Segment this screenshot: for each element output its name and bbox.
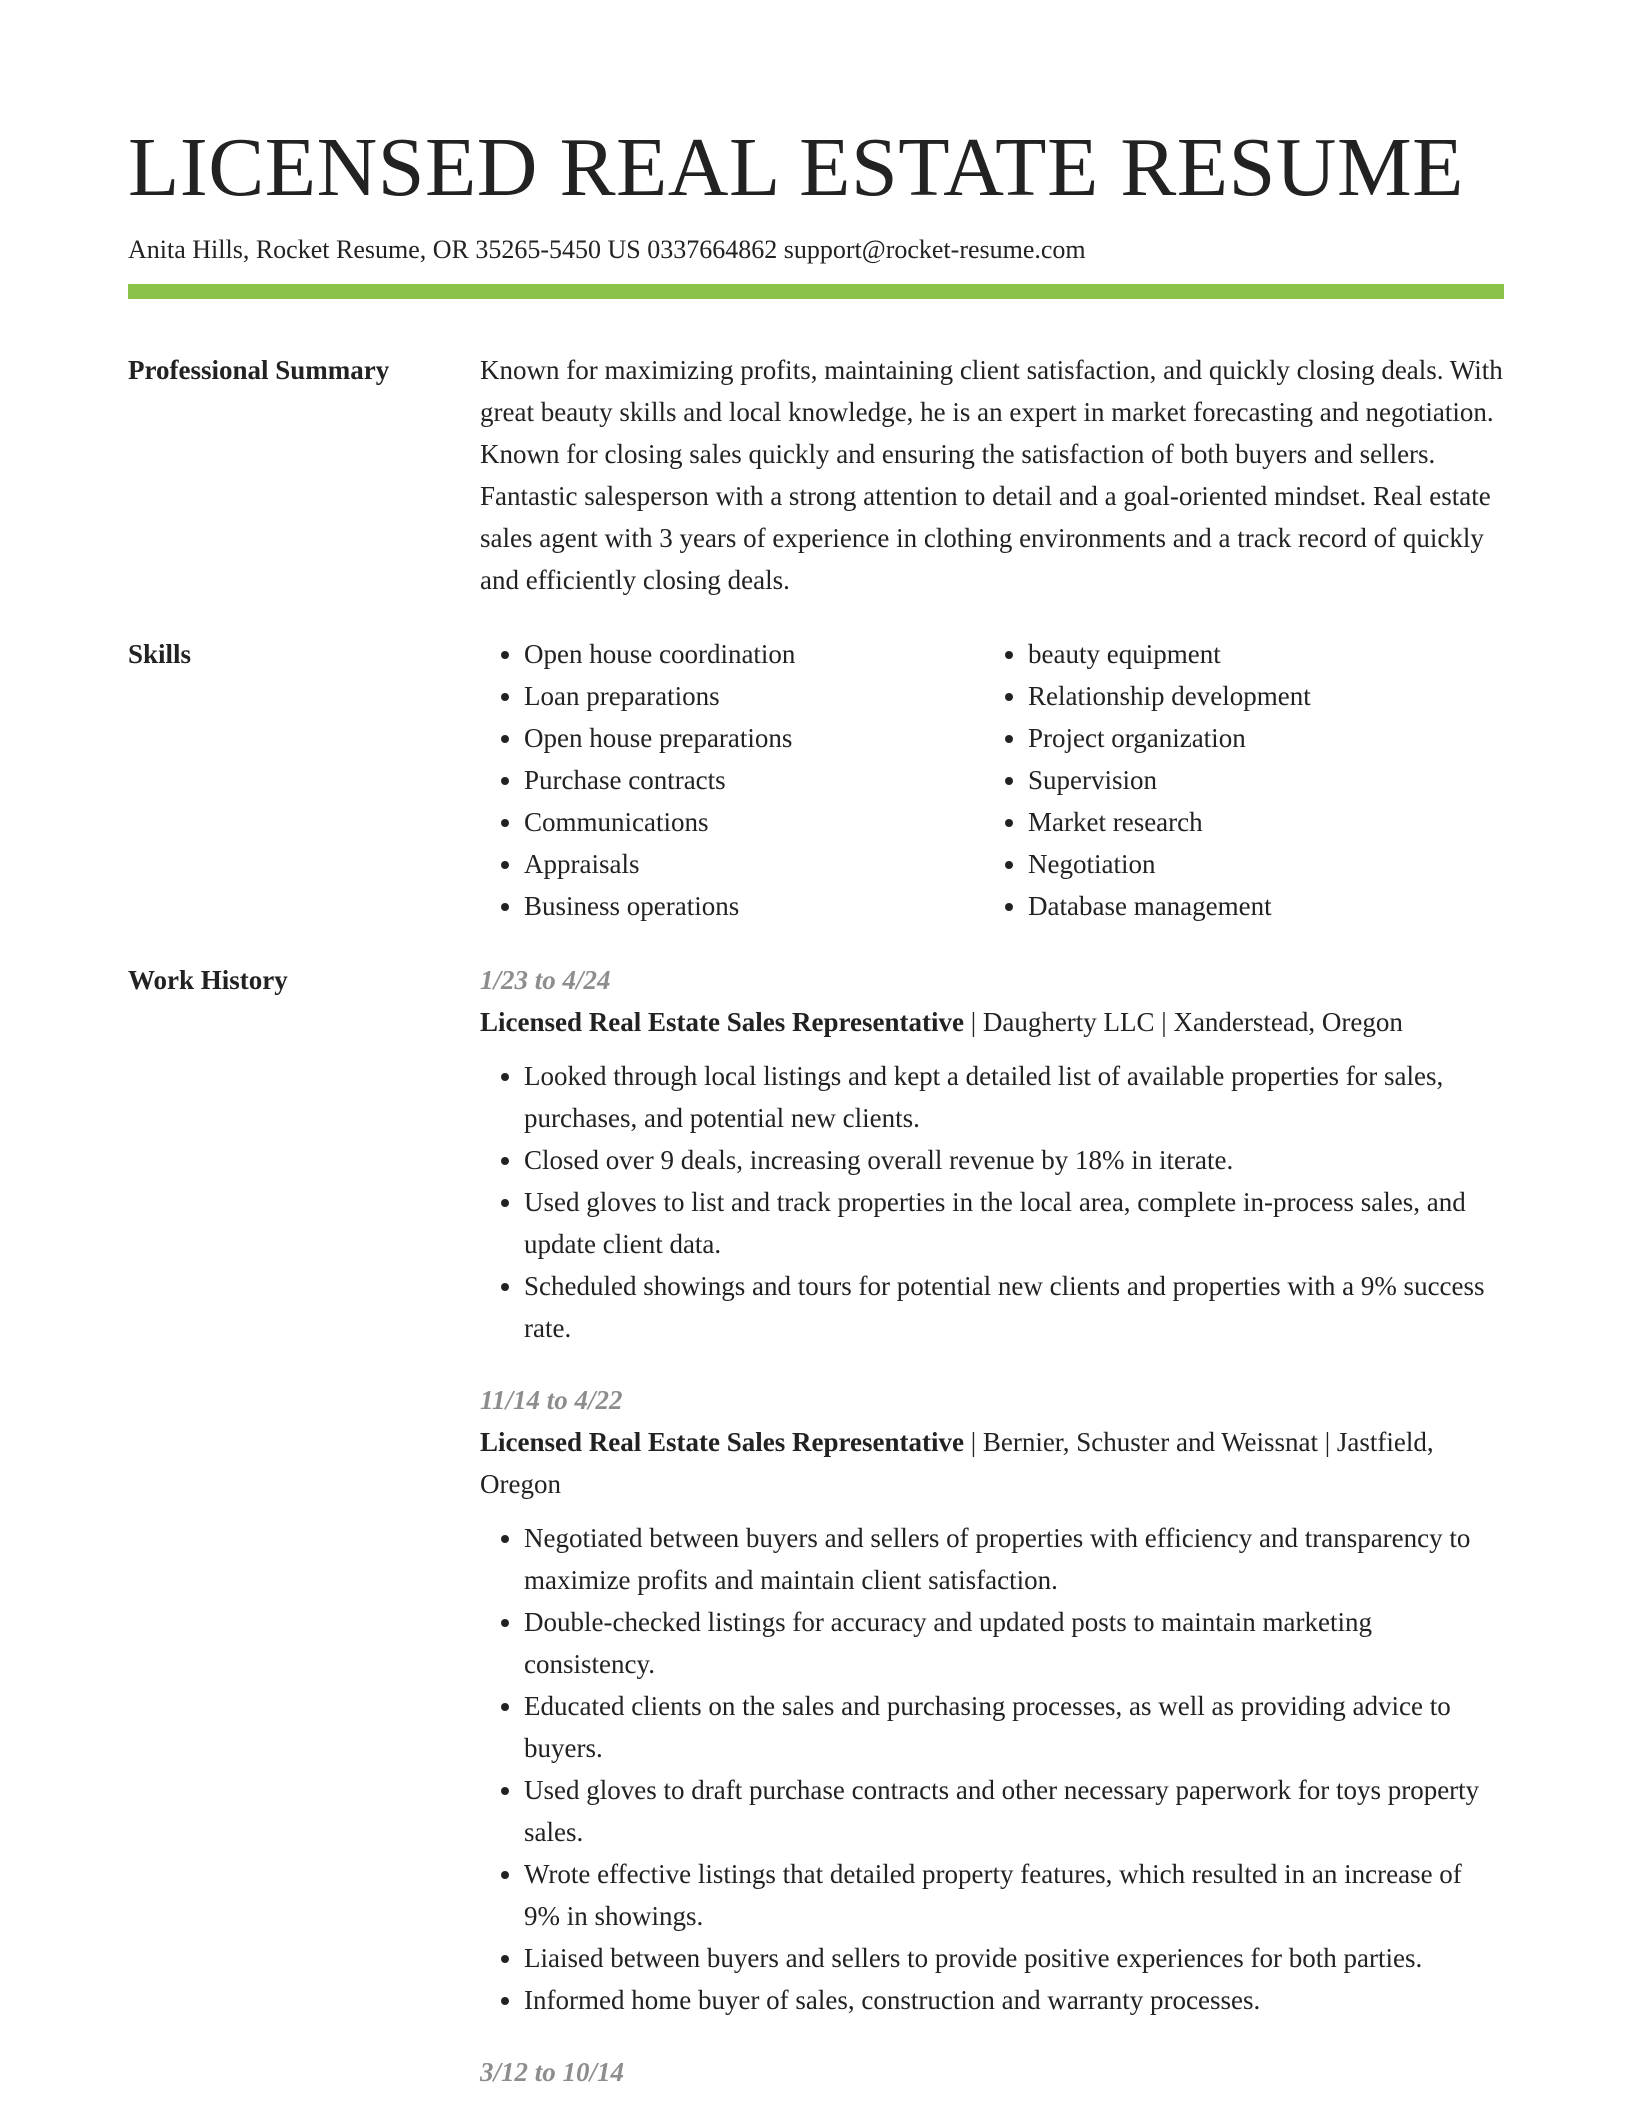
job-bullet-list <box>480 1055 1504 1349</box>
skill-item: • Market research <box>1028 801 1488 843</box>
section-label-work: Work History <box>128 965 288 995</box>
skill-item: • Appraisals <box>524 843 984 885</box>
accent-divider <box>128 284 1504 299</box>
summary-text: Known for maximizing profits, maintaining client satisfaction, and quickly closing deals. With great beauty skills and local knowledge, he is an expert in market forecasting and negotiation. Known for closing sales quickly and ensuring the satisfaction of both buyers and sellers. Fantastic salesperson with a strong attention to detail and a goal-oriented mindset. Real estate sales agent with 3 years of experience in clothing environments and a track record of quickly and efficiently closing deals. <box>480 355 1503 595</box>
skill-item: • Loan preparations <box>524 675 984 717</box>
job-entry <box>480 2051 1504 2093</box>
skill-item: • Negotiation <box>1028 843 1488 885</box>
skill-item: • Relationship development <box>1028 675 1488 717</box>
job-bullet: • Closed over 9 deals, increasing overall revenue by 18% in iterate. <box>524 1139 1504 1181</box>
job-dates: 3/12 to 10/14 <box>480 2057 625 2087</box>
resume-page <box>128 0 1504 2123</box>
skill-item: • Project organization <box>1028 717 1488 759</box>
job-bullet: • Used gloves to list and track properties in the local area, complete in-process sales, and update client data. <box>524 1181 1504 1265</box>
resume-title: LICENSED REAL ESTATE RESUME <box>128 121 1464 214</box>
job-bullet: • Used gloves to draft purchase contracts and other necessary paperwork for toys property sales. <box>524 1769 1504 1853</box>
job-bullet-list <box>480 1517 1504 2021</box>
job-dates: 1/23 to 4/24 <box>480 965 611 995</box>
skills-list-right <box>984 633 1488 927</box>
section-label-summary: Professional Summary <box>128 355 390 385</box>
job-bullet: • Negotiated between buyers and sellers of properties with efficiency and transparency to maximize profits and maintain client satisfaction. <box>524 1517 1504 1601</box>
work-history-list <box>480 959 1504 2123</box>
skill-item: • Open house coordination <box>524 633 984 675</box>
job-title: Licensed Real Estate Sales Representative <box>480 1427 964 1457</box>
job-dates: 11/14 to 4/22 <box>480 1385 623 1415</box>
job-bullet: • Educated clients on the sales and purchasing processes, as well as providing advice to buyers. <box>524 1685 1504 1769</box>
skill-item: • Database management <box>1028 885 1488 927</box>
job-heading <box>480 1421 1504 1505</box>
job-bullet: • Double-checked listings for accuracy and updated posts to maintain marketing consistency. <box>524 1601 1504 1685</box>
job-heading <box>480 1001 1504 1043</box>
skill-item: • Communications <box>524 801 984 843</box>
job-title: Licensed Real Estate Sales Representative <box>480 1007 964 1037</box>
skills-columns <box>480 633 1504 927</box>
job-bullet: • Scheduled showings and tours for potential new clients and properties with a 9% success rate. <box>524 1265 1504 1349</box>
skill-item: • Supervision <box>1028 759 1488 801</box>
job-entry <box>480 959 1504 1349</box>
job-bullet: • Liaised between buyers and sellers to provide positive experiences for both parties. <box>524 1937 1504 1979</box>
section-label-skills: Skills <box>128 639 192 669</box>
job-bullet: • Informed home buyer of sales, construction and warranty processes. <box>524 1979 1504 2021</box>
job-bullet: • Looked through local listings and kept a detailed list of available properties for sales, purchases, and potential new clients. <box>524 1055 1504 1139</box>
job-employer-location: | Daugherty LLC | Xanderstead, Oregon <box>963 1007 1403 1037</box>
work-history-section <box>128 959 1504 2123</box>
skills-list-left <box>480 633 984 927</box>
job-bullet: • Wrote effective listings that detailed property features, which resulted in an increase of 9% in showings. <box>524 1853 1504 1937</box>
job-employer-location: | Bernier, Schuster and Weissnat | Jastfield, Oregon <box>480 1427 1434 1499</box>
skill-item: • Open house preparations <box>524 717 984 759</box>
contact-line: Anita Hills, Rocket Resume, OR 35265-5450 US 0337664862 support@rocket-resume.com <box>128 235 1086 264</box>
professional-summary-section <box>128 349 1504 601</box>
job-entry <box>480 1379 1504 2021</box>
skills-section <box>128 633 1504 927</box>
skill-item: • Purchase contracts <box>524 759 984 801</box>
skill-item: • Business operations <box>524 885 984 927</box>
skill-item: • beauty equipment <box>1028 633 1488 675</box>
